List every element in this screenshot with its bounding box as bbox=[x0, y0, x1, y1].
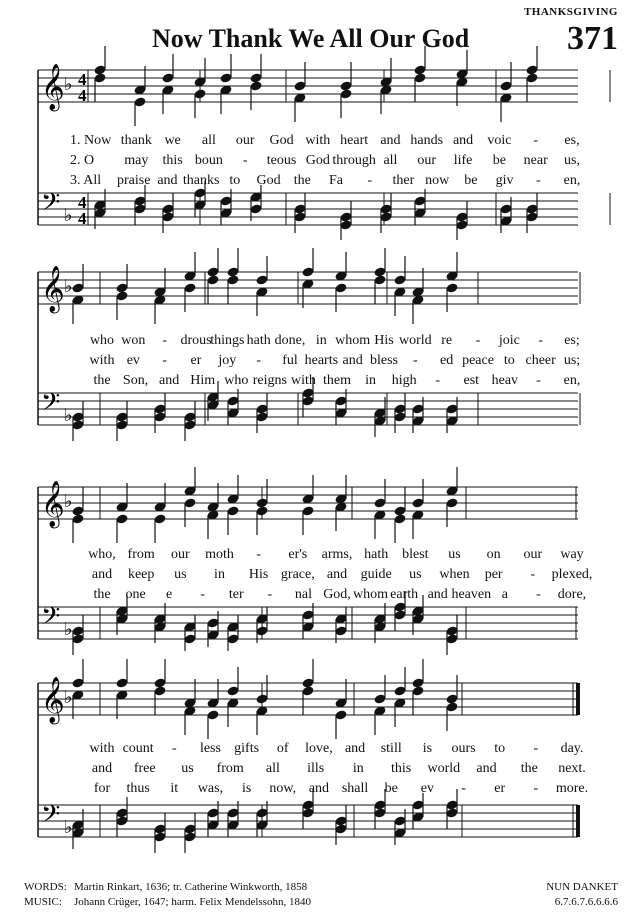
lyric-syllable: and bbox=[308, 781, 330, 796]
lyric-syllable: giv bbox=[495, 173, 514, 188]
lyric-syllable: in bbox=[315, 333, 327, 348]
lyric-syllable: in bbox=[352, 761, 364, 776]
lyric-line bbox=[0, 373, 640, 391]
lyric-syllable: - bbox=[256, 353, 261, 368]
flat-icon: ♭ bbox=[64, 817, 73, 838]
words-credit bbox=[24, 880, 311, 895]
lyric-syllable: our bbox=[417, 153, 437, 168]
lyric-syllable: us bbox=[181, 761, 194, 776]
lyric-syllable: est bbox=[463, 373, 480, 388]
lyric-syllable: teous bbox=[266, 153, 297, 168]
lyric-syllable: reigns bbox=[252, 373, 287, 388]
lyric-syllable: - bbox=[412, 353, 418, 368]
lyric-syllable: life bbox=[453, 153, 473, 168]
lyric-syllable: who bbox=[224, 373, 249, 388]
lyric-syllable: thank bbox=[120, 133, 152, 148]
lyric-syllable: ev bbox=[126, 353, 140, 368]
treble-clef-icon: 𝄞 bbox=[41, 64, 65, 110]
lyric-syllable: drous bbox=[180, 333, 212, 348]
flat-icon: ♭ bbox=[64, 276, 73, 297]
lyric-syllable: day. bbox=[560, 741, 584, 756]
lyric-line bbox=[0, 761, 640, 779]
music-credit bbox=[24, 895, 311, 910]
lyric-syllable: we bbox=[164, 133, 181, 148]
lyric-syllable: this bbox=[390, 761, 412, 776]
lyric-syllable: Him bbox=[190, 373, 216, 388]
flat-icon: ♭ bbox=[64, 491, 73, 512]
lyric-syllable: us bbox=[409, 567, 422, 582]
lyric-syllable: us bbox=[174, 567, 187, 582]
lyric-syllable: and bbox=[157, 173, 178, 188]
flat-icon: ♭ bbox=[64, 687, 73, 708]
lyric-syllable: God bbox=[269, 133, 294, 148]
lyric-syllable: - bbox=[267, 587, 273, 602]
lyric-syllable: - bbox=[461, 781, 466, 796]
lyric-syllable: a bbox=[501, 587, 508, 602]
bass-clef-icon: 𝄢 bbox=[41, 188, 61, 223]
lyric-syllable: e bbox=[166, 587, 173, 602]
lyric-syllable: - bbox=[536, 373, 541, 388]
lyric-syllable: keep bbox=[127, 567, 155, 582]
lyric-syllable: still bbox=[380, 741, 402, 756]
lyric-syllable: the bbox=[93, 587, 111, 602]
lyric-syllable: all bbox=[265, 761, 280, 776]
credits bbox=[24, 880, 311, 910]
lyric-syllable: er's bbox=[288, 547, 308, 562]
treble-notes bbox=[71, 467, 458, 543]
lyric-syllable: and bbox=[427, 587, 448, 602]
lyric-syllable: is bbox=[241, 781, 252, 796]
lyric-syllable: grace, bbox=[280, 567, 315, 582]
lyric-syllable: who bbox=[89, 333, 115, 348]
lyric-syllable: es, bbox=[564, 133, 580, 148]
lyric-syllable: ev bbox=[420, 781, 434, 796]
lyric-syllable: - bbox=[533, 133, 539, 148]
lyric-syllable: our bbox=[523, 547, 543, 562]
lyric-syllable: with bbox=[89, 741, 115, 756]
lyric-line bbox=[0, 567, 640, 585]
lyric-syllable: all bbox=[383, 153, 398, 168]
lyric-syllable: won bbox=[121, 333, 146, 348]
lyric-syllable: - bbox=[530, 567, 536, 582]
treble-clef-icon: 𝄞 bbox=[41, 266, 65, 312]
lyric-syllable: from bbox=[216, 761, 244, 776]
lyric-line bbox=[0, 133, 640, 151]
tune-name: NUN DANKET bbox=[546, 881, 618, 893]
lyric-syllable: free bbox=[133, 761, 156, 776]
lyric-syllable: and bbox=[159, 373, 180, 388]
music-text: Johann Crüger, 1647; harm. Felix Mendelssohn, 1840 bbox=[74, 896, 311, 908]
lyric-syllable: - bbox=[200, 587, 206, 602]
flat-icon: ♭ bbox=[64, 74, 73, 95]
lyric-syllable: us, bbox=[564, 153, 580, 168]
hymn-number: 371 bbox=[567, 20, 618, 57]
lyric-syllable: 2. O bbox=[70, 153, 95, 168]
lyric-syllable: was, bbox=[197, 781, 224, 796]
lyric-syllable: en, bbox=[563, 173, 581, 188]
lyric-syllable: now bbox=[425, 173, 450, 188]
words-text: Martin Rinkart, 1636; tr. Catherine Winkworth, 1858 bbox=[74, 881, 308, 893]
bass-staff bbox=[38, 188, 610, 228]
lyric-syllable: with bbox=[89, 353, 115, 368]
lyric-syllable: our bbox=[170, 547, 190, 562]
lyric-syllable: ther bbox=[392, 173, 415, 188]
lyric-syllable: world bbox=[427, 761, 461, 776]
lyric-syllable: voic bbox=[487, 133, 512, 148]
lyric-syllable: high bbox=[391, 373, 417, 388]
lyric-syllable: ful bbox=[282, 353, 298, 368]
lyric-syllable: heaven bbox=[451, 587, 492, 602]
lyric-syllable: it bbox=[170, 781, 179, 796]
lyric-syllable: hath bbox=[364, 547, 389, 562]
lyric-syllable: hands bbox=[410, 133, 444, 148]
lyric-syllable: arms, bbox=[321, 547, 353, 562]
lyric-syllable: done, bbox=[274, 333, 306, 348]
lyric-syllable: en, bbox=[563, 373, 581, 388]
meter: 6.7.6.7.6.6.6.6 bbox=[554, 896, 618, 908]
lyric-syllable: cheer bbox=[525, 353, 556, 368]
time-signature-top: 4 bbox=[78, 70, 87, 89]
lyric-syllable: - bbox=[171, 741, 177, 756]
lyric-syllable: peace bbox=[462, 353, 494, 368]
lyric-syllable: 1. Now bbox=[70, 133, 112, 148]
lyric-syllable: thanks bbox=[182, 173, 220, 188]
lyric-syllable: all bbox=[201, 133, 216, 148]
lyric-syllable: boun bbox=[194, 153, 223, 168]
lyric-syllable: hath bbox=[246, 333, 271, 348]
lyric-syllable: shall bbox=[341, 781, 369, 796]
music-label: MUSIC: bbox=[24, 896, 62, 908]
lyric-syllable: God bbox=[305, 153, 330, 168]
bass-clef-icon: 𝄢 bbox=[41, 602, 61, 637]
lyric-syllable: and bbox=[476, 761, 497, 776]
lyric-syllable: from bbox=[127, 547, 155, 562]
lyric-syllable: this bbox=[162, 153, 183, 168]
lyric-syllable: bless bbox=[370, 353, 398, 368]
bass-clef-icon: 𝄢 bbox=[41, 800, 61, 835]
lyric-syllable: - bbox=[533, 741, 539, 756]
lyric-syllable: er bbox=[494, 781, 506, 796]
lyric-syllable: and bbox=[342, 353, 363, 368]
lyric-syllable: 3. All bbox=[70, 173, 102, 188]
lyric-syllable: be bbox=[384, 781, 398, 796]
words-label: WORDS: bbox=[24, 881, 67, 893]
lyric-syllable: now, bbox=[269, 781, 297, 796]
lyric-syllable: - bbox=[367, 173, 373, 188]
lyric-syllable: and bbox=[91, 761, 113, 776]
lyric-syllable: per bbox=[484, 567, 503, 582]
lyric-syllable: moth bbox=[205, 547, 234, 562]
lyric-syllable: Son, bbox=[122, 373, 149, 388]
lyric-syllable: one bbox=[125, 587, 146, 602]
lyric-syllable: ed bbox=[440, 353, 454, 368]
lyric-syllable: heart bbox=[340, 133, 369, 148]
lyric-syllable: less bbox=[199, 741, 221, 756]
lyric-syllable: us; bbox=[563, 353, 581, 368]
lyric-syllable: for bbox=[93, 781, 111, 796]
lyric-syllable: - bbox=[162, 353, 167, 368]
lyric-syllable: ills bbox=[307, 761, 325, 776]
lyric-syllable: with bbox=[305, 133, 331, 148]
lyric-syllable: joy bbox=[218, 353, 237, 368]
treble-clef-icon: 𝄞 bbox=[41, 481, 65, 527]
lyric-syllable: and bbox=[344, 741, 366, 756]
lyric-syllable: be bbox=[464, 173, 478, 188]
treble-staff bbox=[38, 64, 610, 112]
lyric-line bbox=[0, 353, 640, 371]
lyric-line bbox=[0, 781, 640, 799]
lyric-syllable: of bbox=[276, 741, 289, 756]
lyric-syllable: and bbox=[380, 133, 401, 148]
lyric-line bbox=[0, 153, 640, 171]
lyric-syllable: them bbox=[323, 373, 351, 388]
lyric-syllable: heav bbox=[491, 373, 519, 388]
lyric-syllable: with bbox=[290, 373, 316, 388]
lyric-syllable: nal bbox=[294, 587, 312, 602]
lyric-syllable: praise bbox=[116, 173, 151, 188]
lyric-syllable: ter bbox=[228, 587, 244, 602]
lyric-syllable: plexed, bbox=[551, 567, 593, 582]
flat-icon: ♭ bbox=[64, 205, 73, 226]
lyric-syllable: re bbox=[441, 333, 453, 348]
treble-clef-icon: 𝄞 bbox=[41, 677, 65, 723]
lyric-syllable: world bbox=[398, 333, 432, 348]
lyric-syllable: His bbox=[374, 333, 394, 348]
lyric-line bbox=[0, 587, 640, 605]
lyric-syllable: - bbox=[475, 333, 481, 348]
lyric-syllable: way bbox=[560, 547, 584, 562]
lyric-syllable: thus bbox=[126, 781, 150, 796]
lyric-syllable: and bbox=[91, 567, 113, 582]
lyric-syllable: to bbox=[503, 353, 515, 368]
flat-icon: ♭ bbox=[64, 405, 73, 426]
bass-clef-icon: 𝄢 bbox=[41, 388, 61, 423]
lyric-syllable: and bbox=[326, 567, 348, 582]
lyric-syllable: - bbox=[256, 547, 261, 562]
lyric-syllable: - bbox=[536, 587, 541, 602]
lyric-syllable: - bbox=[533, 781, 539, 796]
lyric-syllable: es; bbox=[564, 333, 580, 348]
lyric-syllable: to bbox=[494, 741, 506, 756]
time-signature-bottom: 4 bbox=[78, 209, 87, 228]
lyric-syllable: on bbox=[486, 547, 501, 562]
lyric-syllable: ours bbox=[451, 741, 476, 756]
lyric-syllable: the bbox=[293, 173, 311, 188]
time-signature-bottom: 4 bbox=[78, 86, 87, 105]
flat-icon: ♭ bbox=[64, 619, 73, 640]
lyric-syllable: may bbox=[124, 153, 149, 168]
lyric-syllable: - bbox=[242, 153, 248, 168]
lyric-syllable: - bbox=[162, 333, 167, 348]
lyric-syllable: count bbox=[122, 741, 154, 756]
lyric-syllable: near bbox=[523, 153, 548, 168]
lyric-syllable: in bbox=[214, 567, 225, 582]
lyric-syllable: the bbox=[93, 373, 111, 388]
lyric-line bbox=[0, 173, 640, 191]
lyric-syllable: dore, bbox=[557, 587, 587, 602]
lyric-line bbox=[0, 333, 640, 351]
lyric-syllable: - bbox=[535, 173, 541, 188]
lyric-line bbox=[0, 741, 640, 759]
lyric-syllable: whom bbox=[353, 587, 389, 602]
lyric-syllable: love, bbox=[305, 741, 333, 756]
lyric-syllable: God bbox=[256, 173, 281, 188]
hymn-category: THANKSGIVING bbox=[523, 6, 618, 18]
treble-notes bbox=[71, 248, 458, 324]
lyric-syllable: to bbox=[229, 173, 241, 188]
lyric-syllable: and bbox=[452, 133, 474, 148]
lyric-syllable: through bbox=[332, 153, 376, 168]
lyric-syllable: gifts bbox=[234, 741, 260, 756]
lyric-syllable: things bbox=[210, 333, 245, 348]
lyric-syllable: hearts bbox=[304, 353, 339, 368]
lyric-syllable: God, bbox=[323, 587, 351, 602]
lyric-syllable: er bbox=[190, 353, 202, 368]
lyric-syllable: joic bbox=[498, 333, 520, 348]
lyric-syllable: earth bbox=[390, 587, 419, 602]
lyric-syllable: - bbox=[435, 373, 441, 388]
lyric-line bbox=[0, 547, 640, 565]
lyric-syllable: who, bbox=[88, 547, 116, 562]
lyric-syllable: in bbox=[365, 373, 377, 388]
lyric-syllable: more. bbox=[555, 781, 589, 796]
lyric-syllable: blest bbox=[402, 547, 429, 562]
lyric-syllable: us bbox=[448, 547, 461, 562]
lyric-syllable: His bbox=[248, 567, 269, 582]
lyric-syllable: the bbox=[520, 761, 538, 776]
lyric-syllable: guide bbox=[360, 567, 392, 582]
lyric-syllable: is bbox=[422, 741, 433, 756]
lyric-syllable: next. bbox=[558, 761, 586, 776]
lyric-syllable: when bbox=[439, 567, 470, 582]
lyric-syllable: Fa bbox=[329, 173, 343, 188]
lyric-syllable: - bbox=[538, 333, 543, 348]
lyric-syllable: whom bbox=[335, 333, 371, 348]
hymn-title: Now Thank We All Our God bbox=[152, 24, 470, 53]
time-signature-top: 4 bbox=[78, 193, 87, 212]
lyric-syllable: be bbox=[492, 153, 506, 168]
lyric-syllable: our bbox=[235, 133, 255, 148]
tune-info bbox=[546, 880, 618, 910]
